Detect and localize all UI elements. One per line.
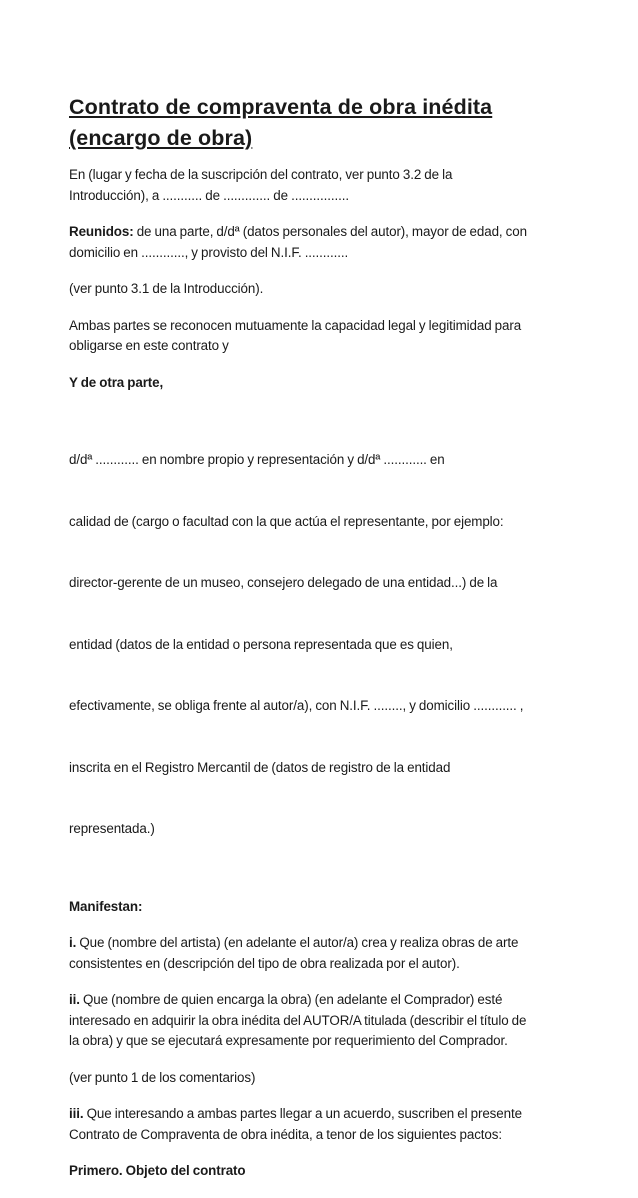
paragraph-line: (ver punto 1 de los comentarios): [69, 1069, 256, 1085]
paragraph-line: (ver punto 3.1 de la Introducción).: [69, 281, 264, 296]
paragraph-line: consistentes en (descripción del tipo de obra realizada por el autor).: [69, 955, 460, 971]
title-line-1: Contrato de compraventa de obra inédita: [69, 95, 493, 119]
paragraph-reunidos: [69, 222, 594, 263]
document-page: [69, 92, 594, 1198]
paragraph-line: calidad de (cargo o facultad con la que actúa el representante, por ejemplo:: [69, 513, 504, 529]
paragraph-line: Primero. Objeto del contrato: [69, 1163, 246, 1178]
clause-number: iii.: [69, 1106, 84, 1121]
heading-manifestan: [69, 897, 594, 918]
clause-iii: [69, 1104, 594, 1145]
paragraph-line: domicilio en ............, y provisto del N.I.F. ............: [69, 244, 349, 260]
paragraph-line: d/dª ............ en nombre propio y representación y d/dª ............ en: [69, 452, 445, 467]
reunidos-label: Reunidos:: [69, 224, 134, 239]
paragraph-line: Ambas partes se reconocen mutuamente la capacidad legal y legitimidad para: [69, 317, 522, 333]
paragraph-see-comments: [69, 1068, 594, 1089]
paragraph-line: Contrato de Compraventa de obra inédita, a tenor de los siguientes pactos:: [69, 1126, 502, 1142]
paragraph-place-date: [69, 165, 594, 206]
clause-number: ii.: [69, 992, 80, 1007]
paragraph-line: la obra) y que se ejecutará expresamente por requerimiento del Comprador.: [69, 1033, 508, 1048]
clause-text: Que (nombre del artista) (en adelante el autor/a) crea y realiza obras de arte: [76, 935, 519, 950]
paragraph-line: representada.): [69, 821, 155, 836]
paragraph-capacity: [69, 316, 594, 357]
clause-text: Que (nombre de quien encarga la obra) (en adelante el Comprador) esté: [79, 992, 503, 1007]
paragraph-other-party-details: [69, 409, 594, 881]
paragraph-line: Introducción), a ........... de ............. de ................: [69, 187, 350, 203]
title-line-2: (encargo de obra): [69, 126, 253, 150]
clause-i: [69, 933, 594, 974]
document-title: [69, 92, 594, 154]
paragraph-line: Manifestan:: [69, 898, 143, 914]
heading-first-object: [69, 1161, 594, 1182]
paragraph-line: interesado en adquirir la obra inédita del AUTOR/A titulada (describir el título de: [69, 1012, 527, 1028]
paragraph-line: obligarse en este contrato y: [69, 338, 229, 353]
paragraph-line: inscrita en el Registro Mercantil de (datos de registro de la entidad: [69, 759, 451, 775]
clause-ii: [69, 990, 594, 1052]
heading-other-party: [69, 373, 594, 394]
reunidos-text: de una parte, d/dª (datos personales del autor), mayor de edad, con: [133, 224, 527, 239]
paragraph-line: director-gerente de un museo, consejero delegado de una entidad...) de la: [69, 575, 498, 590]
clause-text: Que interesando a ambas partes llegar a un acuerdo, suscriben el presente: [83, 1106, 522, 1121]
paragraph-line: efectivamente, se obliga frente al autor/a), con N.I.F. ........, y domicilio ............ ,: [69, 698, 524, 713]
paragraph-line: entidad (datos de la entidad o persona representada que es quien,: [69, 636, 453, 652]
paragraph-line: [69, 222, 594, 243]
paragraph-line: [69, 1104, 594, 1125]
paragraph-line: Y de otra parte,: [69, 374, 164, 390]
paragraph-line: [69, 990, 594, 1011]
paragraph-line: [69, 933, 594, 954]
clause-number: i.: [69, 935, 77, 950]
paragraph-see-intro: [69, 279, 594, 300]
paragraph-line: En (lugar y fecha de la suscripción del contrato, ver punto 3.2 de la: [69, 167, 453, 182]
